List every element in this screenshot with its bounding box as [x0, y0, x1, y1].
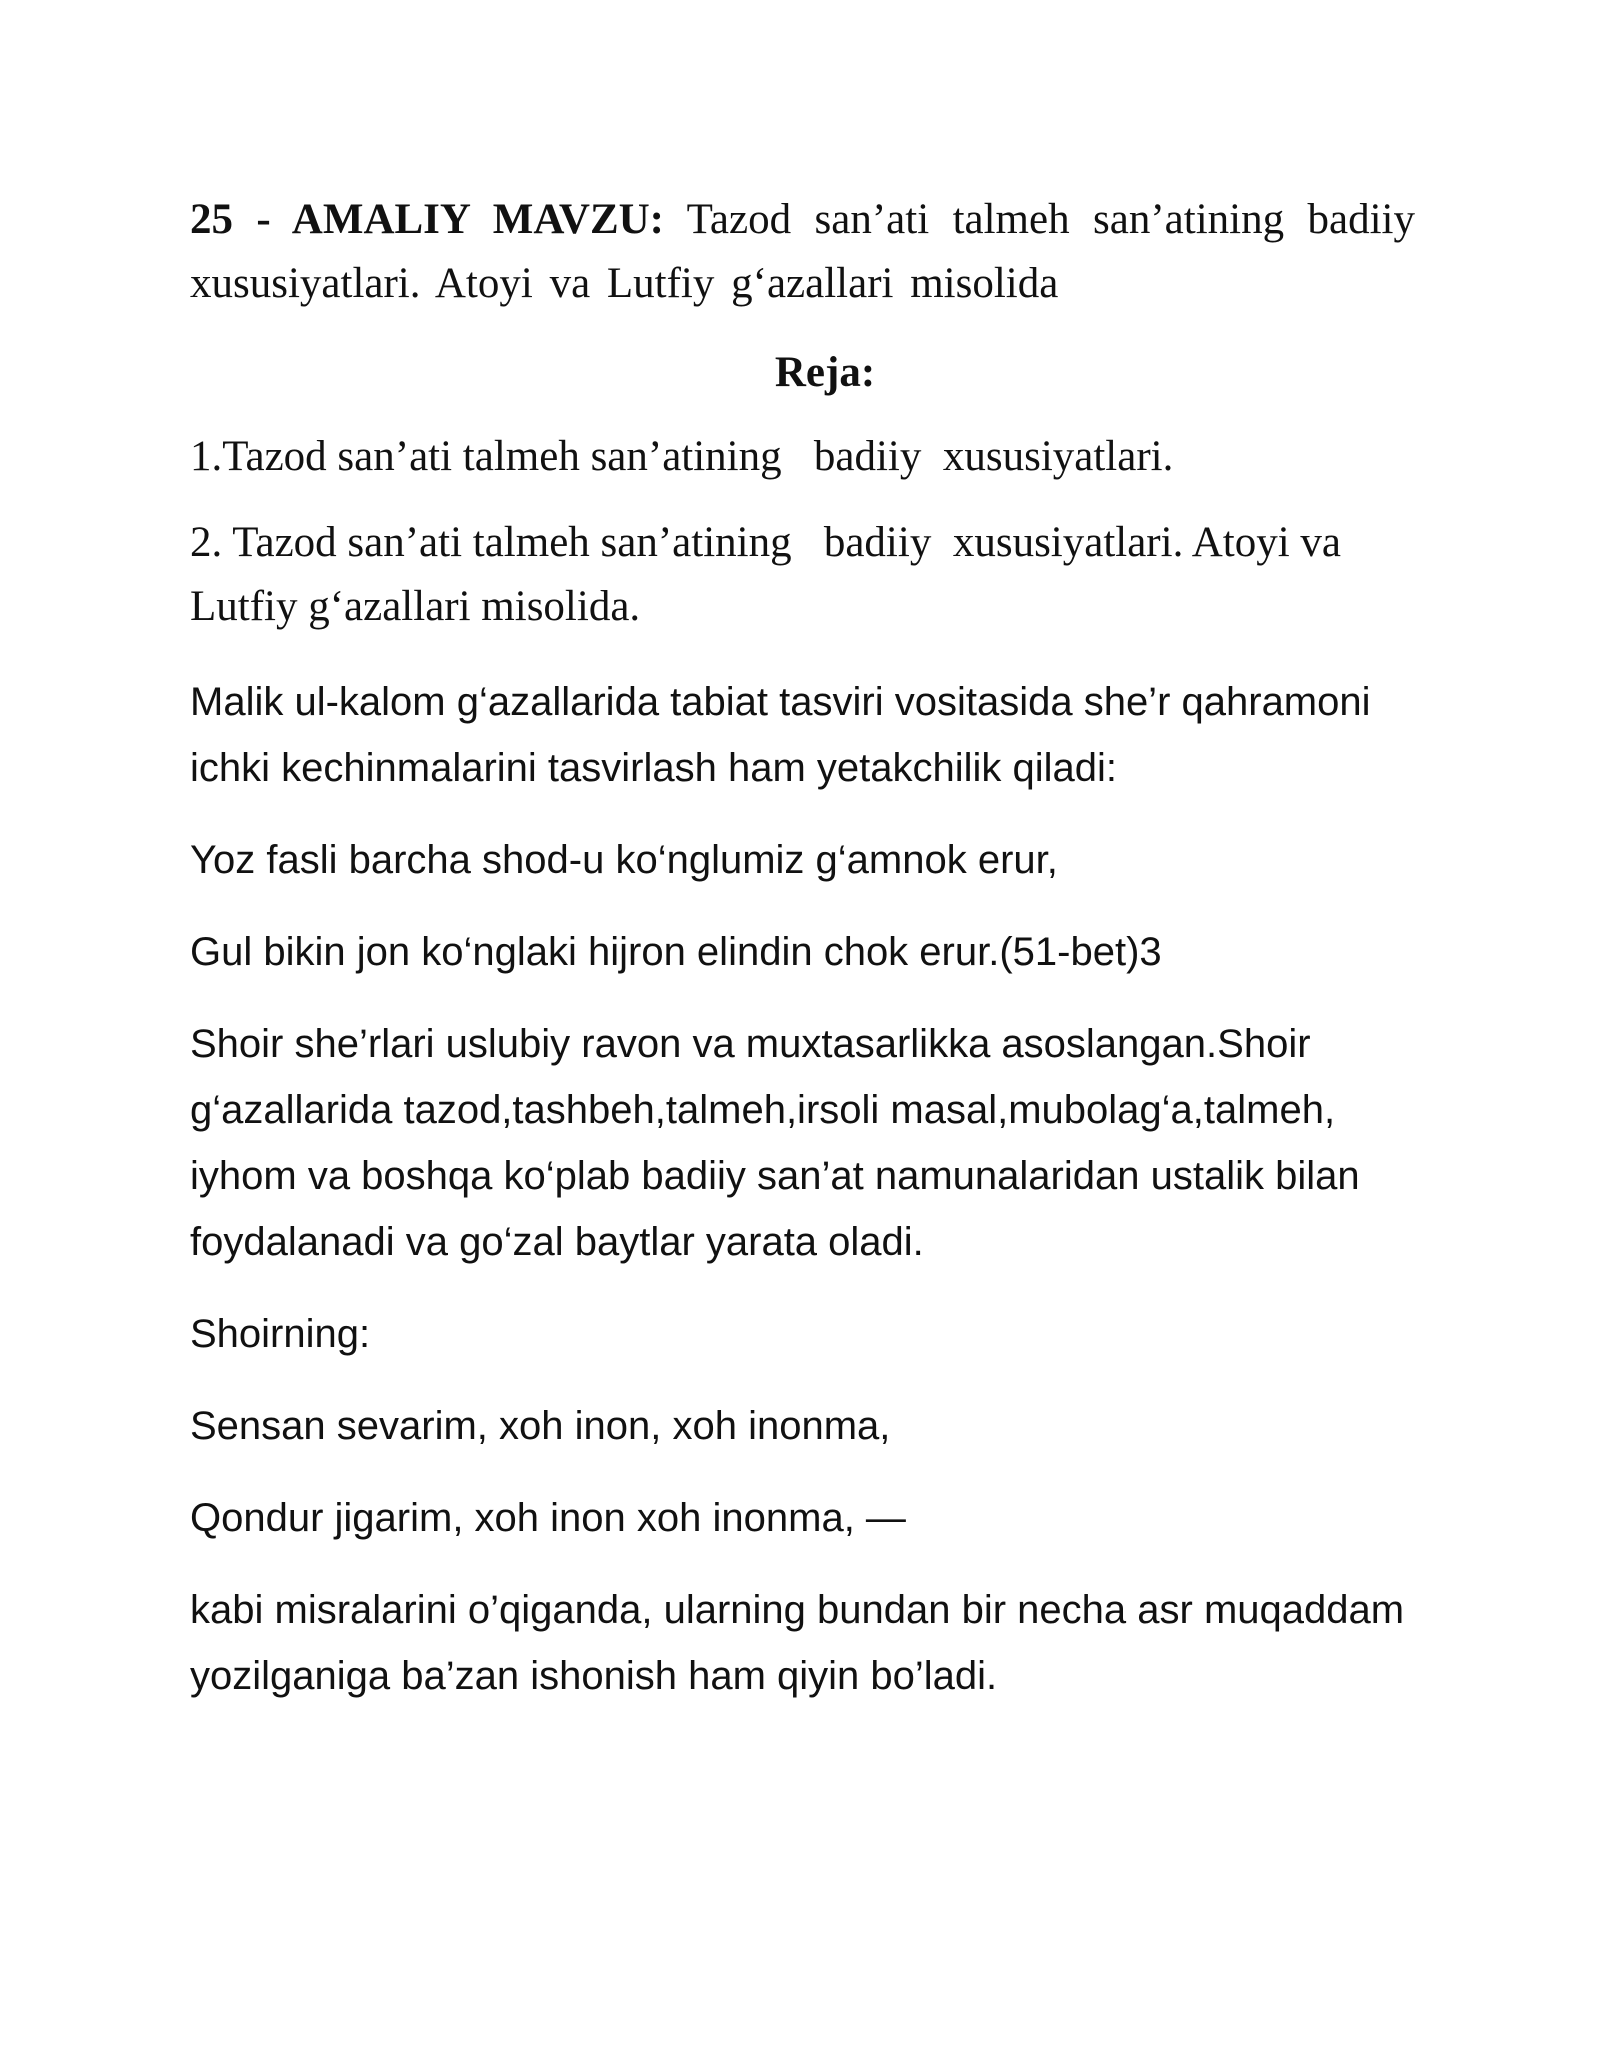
paragraph-intro: Malik ul-kalom g‘azallarida tabiat tasviri vositasida she’r qahramoni ichki kechinmalarini tasvirlash ham yetakchilik qiladi:: [190, 680, 1371, 790]
plan-item-1: 1.Tazod san’ati talmeh san’atining badiiy xususiyatlari.: [190, 433, 1174, 480]
paragraph-closing: kabi misralarini o’qiganda, ularning bundan bir necha asr muqaddam yozilganiga ba’zan ishonish ham qiyin bo’ladi.: [190, 1588, 1405, 1698]
paragraph-style: Shoir she’rlari uslubiy ravon va muxtasarlikka asoslangan.Shoir g‘azallarida tazod,tashbeh,talmeh,irsoli masal,mubolag‘a,talmeh, iyhom va boshqa ko‘plab badiiy san’at namunalaridan ustalik bilan foydalanadi va go‘zal baytlar yarata oladi.: [190, 1022, 1360, 1264]
document-page: [190, 188, 1415, 1735]
verse-2-line-1: Sensan sevarim, xoh inon, xoh inonma,: [190, 1404, 891, 1448]
paragraph-shoirning: Shoirning:: [190, 1312, 371, 1356]
plan-heading: Reja:: [774, 349, 876, 396]
verse-2-line-2: Qondur jigarim, xoh inon xoh inonma, —: [190, 1496, 906, 1540]
title-text: Tazod san’ati talmeh san’atining badiiy xususiyatlari. Atoyi va Lutfiy g‘azallari misolida: [190, 196, 1415, 307]
document-title: [190, 188, 1415, 316]
verse-1-line-1: Yoz fasli barcha shod-u ko‘nglumiz g‘amnok erur,: [190, 838, 1058, 882]
title-bold-prefix: 25 - AMALIY MAVZU:: [190, 196, 665, 243]
verse-1-line-2: Gul bikin jon ko‘nglaki hijron elindin chok erur.(51-bet)3: [190, 930, 1162, 974]
plan-item-2: 2. Tazod san’ati talmeh san’atining badiiy xususiyatlari. Atoyi va Lutfiy g‘azallari misolida.: [190, 519, 1352, 630]
